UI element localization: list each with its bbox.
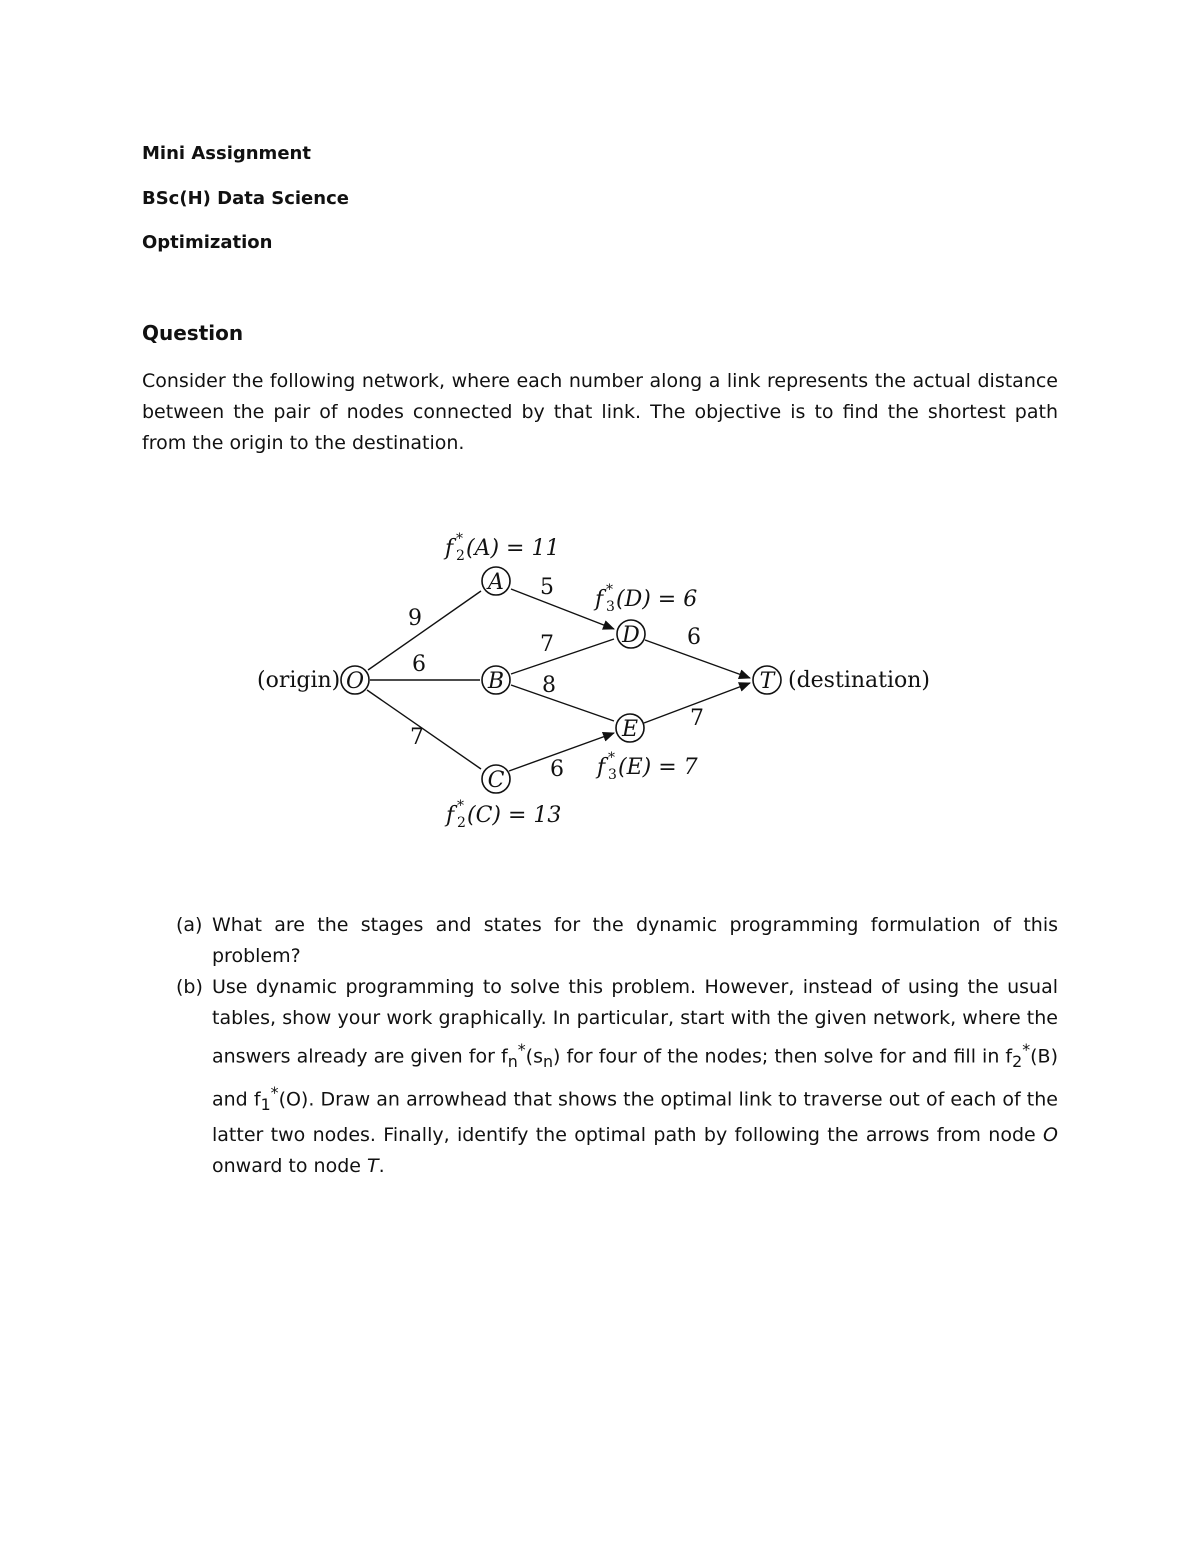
node-C <box>482 765 510 793</box>
weight-D-T: 6 <box>687 625 701 650</box>
node-A <box>482 567 510 595</box>
svg-text:3: 3 <box>608 767 617 783</box>
part-b-label: (b) <box>176 976 203 998</box>
value-f3-D <box>593 582 697 615</box>
weight-B-E: 8 <box>542 673 556 698</box>
svg-text:O: O <box>345 669 365 694</box>
edge-B-D <box>511 639 614 674</box>
node-O <box>341 666 369 694</box>
node-B <box>482 666 510 694</box>
svg-text:(C) = 13: (C) = 13 <box>467 803 562 828</box>
header-subject: Optimization <box>142 232 273 253</box>
edge-O-C <box>367 690 481 769</box>
header-title: Mini Assignment <box>142 143 311 164</box>
weight-O-A: 9 <box>408 606 422 631</box>
svg-text:*: * <box>606 582 613 598</box>
node-T <box>753 666 781 694</box>
question-intro: Consider the following network, where each number along a link represents the actual distance between the pair of nodes connected by that link. The objective is to find the shortest path from the origin to the destination. <box>142 370 1058 454</box>
weight-A-D: 5 <box>540 575 554 600</box>
svg-text:A: A <box>488 570 504 595</box>
part-b-text: Use dynamic programming to solve this problem. However, instead of using the usual tables, show your work graphically. In particular, start with the given network, where the answers already are given for $f_n^*(s_n)$ for four of the nodes; then solve for and fill in $f_2^*(B)$ and $f_1^*(O)$. Draw an arrowhead that shows the optimal link to traverse out of each of the latter two nodes. Finally, identify the optimal path by following the arrows from node O onward to node T. <box>212 976 1058 1178</box>
network-diagram <box>240 520 940 840</box>
svg-text:D: D <box>622 623 640 648</box>
svg-text:3: 3 <box>606 599 615 615</box>
svg-text:*: * <box>456 531 463 547</box>
weight-O-B: 6 <box>412 652 426 677</box>
weight-B-D: 7 <box>540 632 554 657</box>
svg-text:T: T <box>759 669 775 694</box>
destination-label: (destination) <box>788 668 931 693</box>
weight-C-E: 6 <box>550 757 564 782</box>
svg-text:(D) = 6: (D) = 6 <box>616 587 698 612</box>
svg-text:f: f <box>445 536 454 561</box>
svg-text:f: f <box>446 803 455 828</box>
svg-text:f: f <box>595 587 604 612</box>
value-f3-E <box>595 750 698 783</box>
svg-text:C: C <box>487 768 505 793</box>
svg-text:*: * <box>457 798 464 814</box>
svg-text:f: f <box>597 755 606 780</box>
svg-text:2: 2 <box>456 548 465 564</box>
weight-E-T: 7 <box>690 706 704 731</box>
svg-text:(E) = 7: (E) = 7 <box>618 755 698 780</box>
question-title: Question <box>142 321 244 345</box>
svg-text:B: B <box>487 669 505 694</box>
node-D <box>617 620 645 648</box>
node-E <box>616 714 644 742</box>
part-a-label: (a) <box>176 914 203 936</box>
part-a <box>176 910 1058 972</box>
svg-text:(A) = 11: (A) = 11 <box>466 536 560 561</box>
value-f2-A <box>443 531 559 564</box>
svg-text:2: 2 <box>457 815 466 831</box>
part-b <box>176 972 1058 1182</box>
origin-label: (origin) <box>257 668 341 693</box>
value-f2-C <box>444 798 561 831</box>
part-a-text: What are the stages and states for the dynamic programming formulation of this problem? <box>212 914 1058 967</box>
svg-text:*: * <box>608 750 615 766</box>
question-parts <box>176 910 1058 1182</box>
weight-O-C: 7 <box>410 725 424 750</box>
svg-text:E: E <box>621 717 639 742</box>
header-course: BSc(H) Data Science <box>142 188 349 209</box>
edge-B-E <box>511 685 614 721</box>
